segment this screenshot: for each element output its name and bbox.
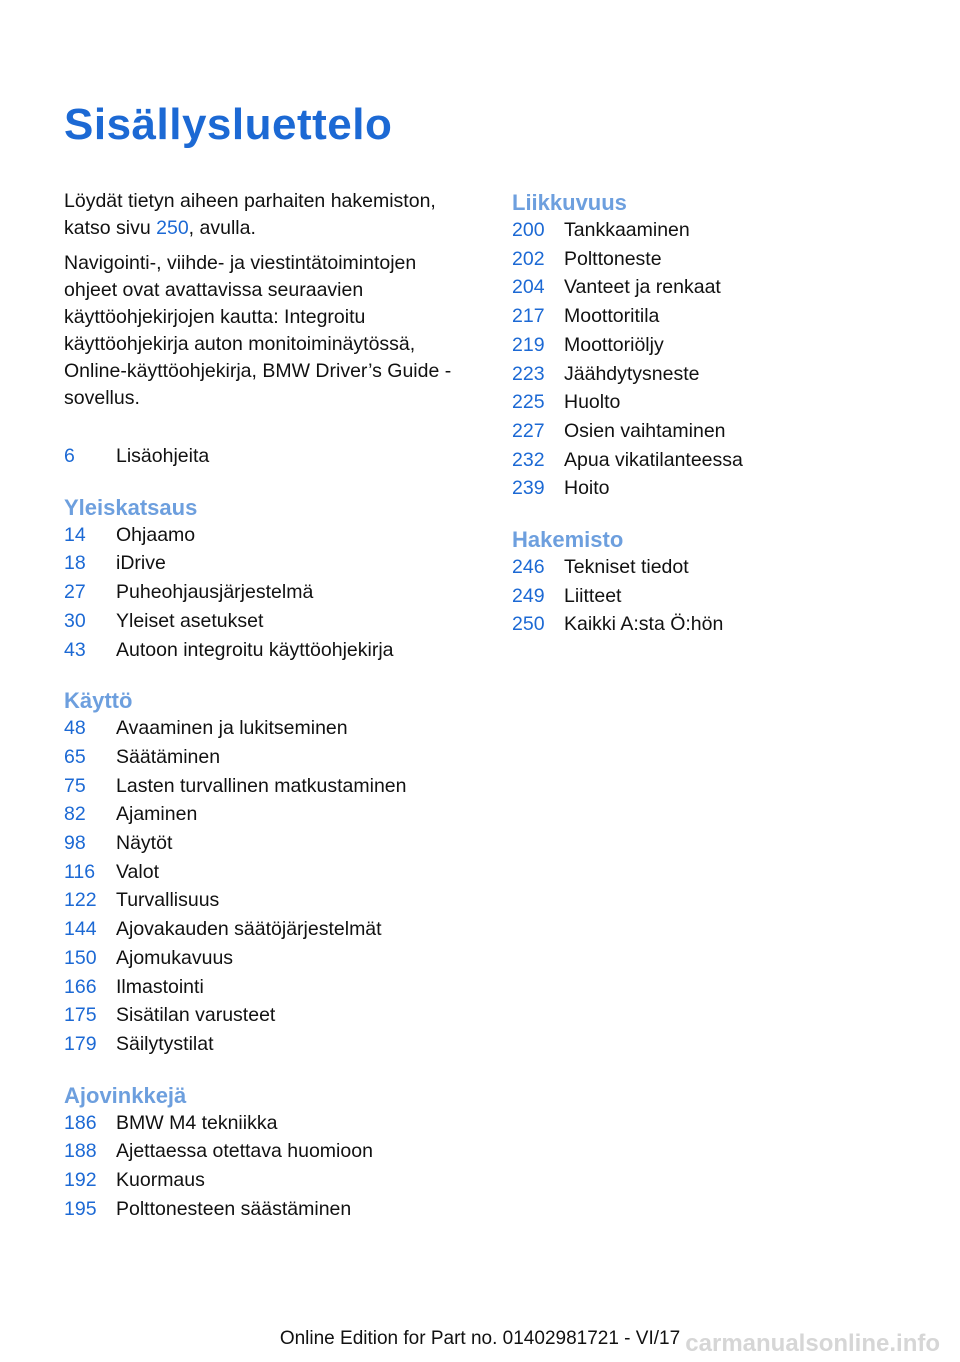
entry-title: Hoito — [564, 477, 610, 500]
entry-title: Moottoriöljy — [564, 333, 664, 356]
page-number-link[interactable]: 75 — [64, 774, 86, 797]
entry-title: Ajovakauden säätöjärjestelmät — [116, 918, 382, 941]
entry-title: Lisäohjeita — [116, 445, 210, 467]
page-number-link[interactable]: 217 — [512, 305, 545, 328]
toc-entry[interactable] — [64, 915, 474, 944]
toc-entry[interactable] — [64, 442, 474, 471]
page-number-link[interactable]: 195 — [64, 1197, 97, 1220]
toc-entry[interactable] — [512, 582, 912, 611]
entry-title: Ohjaamo — [116, 523, 196, 546]
toc-entry[interactable] — [512, 417, 912, 446]
toc-entry[interactable] — [512, 216, 912, 245]
toc-section — [512, 188, 912, 503]
toc-section — [64, 1081, 474, 1224]
section-heading: Yleiskatsaus — [64, 494, 198, 520]
page-number-link[interactable]: 246 — [512, 556, 545, 579]
toc-entry[interactable] — [512, 360, 912, 389]
toc-entry[interactable] — [512, 273, 912, 302]
page-number-link[interactable]: 144 — [64, 918, 97, 941]
entry-title: Ajaminen — [116, 803, 198, 826]
index-page-link[interactable]: 250 — [156, 217, 189, 239]
page-number-link[interactable]: 188 — [64, 1140, 97, 1163]
toc-entry[interactable] — [64, 973, 474, 1002]
toc-entry[interactable] — [64, 1195, 474, 1224]
toc-section — [64, 493, 474, 665]
page-title: Sisällysluettelo — [64, 100, 393, 149]
toc-entry[interactable] — [64, 521, 474, 550]
toc-entry[interactable] — [512, 388, 912, 417]
page-number-link[interactable]: 18 — [64, 552, 86, 575]
entry-title: Tekniset tiedot — [564, 556, 689, 579]
toc-right — [512, 188, 912, 639]
toc-entry[interactable] — [64, 772, 474, 801]
page-number-link[interactable]: 179 — [64, 1032, 97, 1055]
toc-section — [64, 686, 474, 1058]
toc-entry[interactable] — [64, 829, 474, 858]
page-number-link[interactable]: 200 — [512, 219, 545, 241]
toc-entry[interactable] — [512, 553, 912, 582]
intro-text: Löydät tietyn aiheen parhaiten hakemiston, katso sivu — [64, 190, 436, 239]
page-number-link[interactable]: 30 — [64, 609, 86, 632]
page-number-link[interactable]: 204 — [512, 276, 545, 299]
entry-title: iDrive — [116, 552, 166, 575]
page-number-link[interactable]: 227 — [512, 419, 545, 442]
entry-title: Tankkaaminen — [564, 219, 690, 241]
entry-title: Kuormaus — [116, 1169, 205, 1192]
page-number-link[interactable]: 6 — [64, 445, 75, 467]
entry-title: BMW M4 tekniikka — [116, 1111, 278, 1134]
page-number-link[interactable]: 249 — [512, 584, 545, 607]
footer-edition: Online Edition for Part no. 01402981721 - VI/17 — [279, 1328, 681, 1349]
entry-title: Ilmastointi — [116, 975, 204, 998]
entry-title: Valot — [116, 860, 159, 883]
entry-title: Osien vaihtaminen — [564, 419, 726, 442]
intro-paragraph-1 — [64, 188, 474, 242]
toc-entry[interactable] — [64, 549, 474, 578]
page-number-link[interactable]: 202 — [512, 247, 545, 270]
entry-title: Apua vikatilanteessa — [564, 448, 743, 471]
page-number-link[interactable]: 14 — [64, 523, 86, 546]
page-number-link[interactable]: 186 — [64, 1111, 97, 1134]
left-column — [64, 188, 474, 1245]
toc-entry[interactable] — [64, 1109, 474, 1138]
page-number-link[interactable]: 219 — [512, 333, 545, 356]
toc-section — [64, 442, 474, 471]
toc-section — [512, 525, 912, 639]
intro — [64, 188, 474, 412]
entry-title: Ajettaessa otettava huomioon — [116, 1140, 373, 1163]
page-number-link[interactable]: 239 — [512, 477, 545, 500]
entry-title: Sisätilan varusteet — [116, 1004, 276, 1027]
toc-entry[interactable] — [512, 610, 912, 639]
section-heading: Käyttö — [64, 688, 133, 714]
toc-entry[interactable] — [64, 858, 474, 887]
toc-entry[interactable] — [64, 607, 474, 636]
intro-text-end: , avulla. — [188, 217, 256, 239]
toc-entry[interactable] — [64, 714, 474, 743]
toc-entry[interactable] — [64, 1166, 474, 1195]
entry-title: Vanteet ja renkaat — [564, 276, 721, 299]
page-number-link[interactable]: 82 — [64, 803, 86, 826]
entry-title: Autoon integroitu käyttöohjekirja — [116, 638, 394, 661]
toc-entry[interactable] — [64, 743, 474, 772]
entry-title: Yleiset asetukset — [116, 609, 264, 632]
page-number-link[interactable]: 43 — [64, 638, 86, 661]
page-number-link[interactable]: 223 — [512, 362, 545, 385]
section-heading: Ajovinkkejä — [64, 1082, 187, 1108]
toc-entry[interactable] — [64, 1030, 474, 1059]
toc-entry[interactable] — [512, 302, 912, 331]
page-number-link[interactable]: 116 — [64, 860, 96, 883]
section-heading: Hakemisto — [512, 527, 624, 553]
page-number-link[interactable]: 98 — [64, 832, 86, 855]
entry-title: Polttonesteen säästäminen — [116, 1197, 352, 1220]
entry-title: Puheohjausjärjestelmä — [116, 581, 314, 604]
entry-title: Kaikki A:sta Ö:hön — [564, 613, 724, 636]
toc-entry[interactable] — [64, 1137, 474, 1166]
page-number-link[interactable]: 27 — [64, 581, 86, 604]
toc-entry[interactable] — [64, 578, 474, 607]
page-number-link[interactable]: 232 — [512, 448, 545, 471]
page-number-link[interactable]: 122 — [64, 889, 97, 912]
entry-title: Turvallisuus — [116, 889, 220, 912]
toc-entry[interactable] — [64, 1001, 474, 1030]
toc-entry[interactable] — [512, 331, 912, 360]
toc-entry[interactable] — [64, 944, 474, 973]
toc-entry[interactable] — [512, 474, 912, 503]
toc-entry[interactable] — [64, 800, 474, 829]
section-heading: Liikkuvuus — [512, 190, 627, 215]
page-number-link[interactable]: 48 — [64, 717, 86, 740]
toc-entry[interactable] — [64, 636, 474, 665]
entry-title: Polttoneste — [564, 247, 662, 270]
page-number-link[interactable]: 250 — [512, 613, 545, 636]
page-number-link[interactable]: 150 — [64, 946, 97, 969]
entry-title: Moottoritila — [564, 305, 660, 328]
page-number-link[interactable]: 192 — [64, 1169, 97, 1192]
page-number-link[interactable]: 166 — [64, 975, 97, 998]
toc-entry[interactable] — [512, 446, 912, 475]
right-column — [512, 188, 912, 661]
toc-entry[interactable] — [512, 245, 912, 274]
entry-title: Huolto — [564, 391, 621, 414]
entry-title: Liitteet — [564, 584, 622, 607]
watermark: carmanualsonline.info — [685, 1330, 940, 1357]
entry-title: Ajomukavuus — [116, 946, 234, 969]
intro-paragraph-2: Navigointi-, viihde- ja viestintätoimintojen ohjeet ovat avattavissa seuraavien käyttöohjekirjojen kautta: Integroitu käyttöohjekirja auton monitoiminäytössä, Online-käyttöohjekirja, BMW Driver’s Guide -sovellus. — [64, 252, 452, 409]
entry-title: Säätäminen — [116, 745, 221, 768]
entry-title: Säilytystilat — [116, 1032, 214, 1055]
entry-title: Jäähdytysneste — [564, 362, 700, 385]
page-number-link[interactable]: 175 — [64, 1004, 97, 1027]
page-number-link[interactable]: 65 — [64, 745, 86, 768]
toc-entry[interactable] — [64, 886, 474, 915]
toc-left — [64, 442, 474, 1223]
page-number-link[interactable]: 225 — [512, 391, 545, 414]
entry-title: Näytöt — [116, 832, 173, 855]
entry-title: Avaaminen ja lukitseminen — [116, 717, 348, 740]
entry-title: Lasten turvallinen matkustaminen — [116, 774, 407, 797]
